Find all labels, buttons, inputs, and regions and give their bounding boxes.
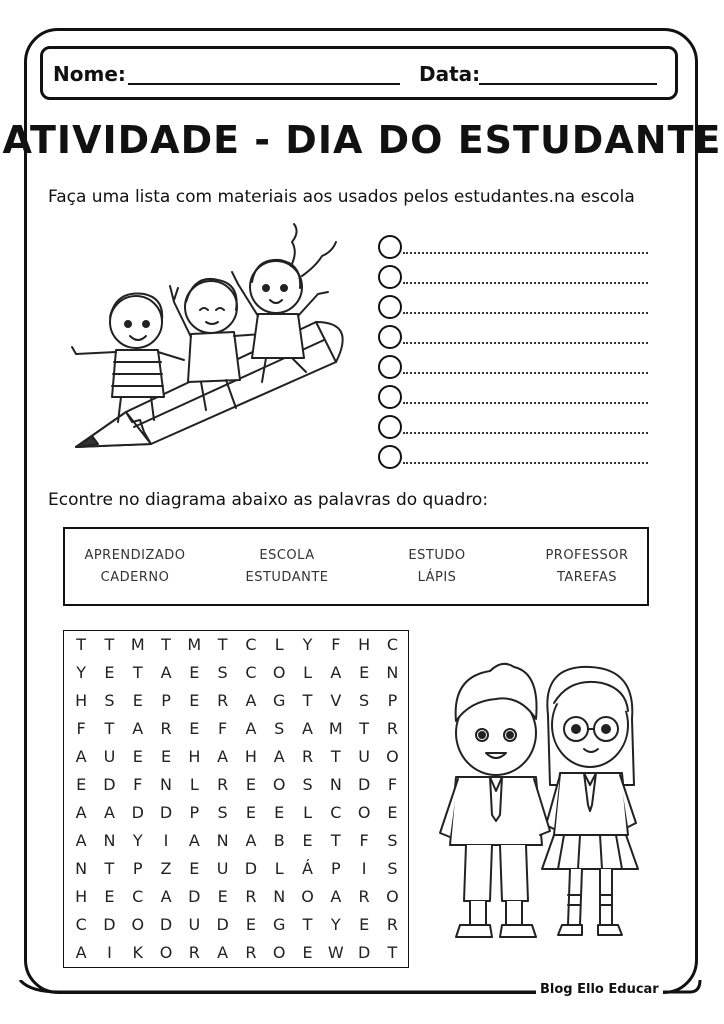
- grid-letter[interactable]: S: [217, 663, 228, 682]
- grid-letter[interactable]: F: [387, 775, 398, 794]
- grid-row: [64, 939, 408, 967]
- grid-letter[interactable]: C: [245, 635, 257, 654]
- list-instruction: Faça uma lista com materiais aos usados pelos estudantes.na escola: [48, 187, 635, 207]
- grid-letter[interactable]: A: [217, 943, 229, 962]
- grid-letter[interactable]: Y: [330, 915, 341, 934]
- grid-letter[interactable]: D: [188, 887, 201, 906]
- grid-letter[interactable]: T: [217, 635, 228, 654]
- grid-letter[interactable]: R: [245, 887, 257, 906]
- grid-letter[interactable]: M: [328, 719, 343, 738]
- grid-letter[interactable]: A: [75, 747, 87, 766]
- grid-letter[interactable]: L: [274, 859, 284, 878]
- grid-letter[interactable]: D: [103, 915, 116, 934]
- grid-letter[interactable]: P: [132, 859, 143, 878]
- grid-letter[interactable]: T: [330, 831, 341, 850]
- grid-row: [64, 827, 408, 855]
- grid-letter[interactable]: T: [302, 691, 313, 710]
- grid-letter[interactable]: E: [189, 859, 200, 878]
- grid-letter[interactable]: F: [133, 775, 143, 794]
- grid-letter[interactable]: F: [218, 719, 228, 738]
- footer-credit: Blog Ello Educar: [536, 982, 663, 997]
- grid-letter[interactable]: T: [104, 859, 115, 878]
- grid-letter[interactable]: O: [272, 775, 286, 794]
- list-item[interactable]: [378, 442, 648, 472]
- grid-letter[interactable]: L: [303, 663, 312, 682]
- grid-letter[interactable]: E: [104, 887, 115, 906]
- word: ESCOLA: [259, 548, 315, 563]
- grid-letter[interactable]: P: [330, 859, 341, 878]
- grid-letter[interactable]: F: [359, 831, 369, 850]
- word: LÁPIS: [417, 570, 457, 585]
- grid-letter[interactable]: U: [188, 915, 201, 934]
- grid-letter[interactable]: H: [75, 691, 88, 710]
- grid-letter[interactable]: T: [104, 635, 115, 654]
- grid-letter[interactable]: M: [187, 635, 202, 654]
- word-column: [517, 545, 657, 589]
- grid-letter[interactable]: B: [273, 831, 285, 850]
- grid-letter[interactable]: E: [76, 775, 87, 794]
- grid-letter[interactable]: A: [217, 747, 229, 766]
- grid-letter[interactable]: S: [274, 719, 285, 738]
- grid-letter[interactable]: N: [273, 887, 286, 906]
- grid-letter[interactable]: T: [330, 747, 341, 766]
- grid-letter[interactable]: H: [244, 747, 257, 766]
- grid-letter[interactable]: T: [302, 915, 313, 934]
- grid-letter[interactable]: S: [387, 859, 398, 878]
- grid-letter[interactable]: L: [189, 775, 199, 794]
- grid-letter[interactable]: A: [75, 803, 87, 822]
- grid-letter[interactable]: E: [160, 747, 172, 766]
- grid-letter[interactable]: C: [132, 887, 144, 906]
- grid-letter[interactable]: F: [76, 719, 86, 738]
- checkbox-circle[interactable]: [378, 295, 402, 319]
- grid-letter[interactable]: T: [132, 663, 143, 682]
- checkbox-circle[interactable]: [378, 265, 402, 289]
- grid-letter[interactable]: D: [357, 775, 371, 794]
- grid-letter[interactable]: E: [189, 691, 200, 710]
- grid-letter[interactable]: R: [160, 719, 172, 738]
- grid-letter[interactable]: E: [132, 747, 143, 766]
- grid-letter[interactable]: C: [75, 915, 87, 934]
- grid-row: [64, 771, 408, 799]
- grid-letter[interactable]: A: [245, 831, 257, 850]
- grid-letter[interactable]: E: [245, 775, 256, 794]
- kids-on-pencil-illustration: [66, 222, 356, 462]
- word: TAREFAS: [556, 570, 617, 585]
- grid-letter[interactable]: W: [327, 943, 344, 962]
- checkbox-circle[interactable]: [378, 415, 402, 439]
- grid-letter[interactable]: D: [244, 859, 258, 878]
- answer-line[interactable]: [403, 342, 648, 344]
- grid-letter[interactable]: E: [245, 803, 256, 822]
- grid-letter[interactable]: T: [76, 635, 87, 654]
- grid-letter[interactable]: R: [301, 747, 314, 766]
- grid-letter[interactable]: O: [386, 887, 399, 906]
- grid-row: [64, 743, 408, 771]
- grid-letter[interactable]: Y: [302, 635, 313, 654]
- grid-letter[interactable]: A: [188, 831, 200, 850]
- word-bank: [63, 527, 649, 606]
- word-column: [65, 545, 205, 589]
- grid-row: [64, 687, 408, 715]
- grid-letter[interactable]: H: [188, 747, 201, 766]
- materials-list: [378, 232, 648, 472]
- answer-line[interactable]: [403, 372, 648, 374]
- answer-line[interactable]: [403, 462, 648, 464]
- grid-letter[interactable]: I: [361, 859, 367, 878]
- grid-letter[interactable]: S: [104, 691, 115, 710]
- word: APRENDIZADO: [84, 548, 186, 563]
- list-item[interactable]: [378, 382, 648, 412]
- grid-letter[interactable]: H: [358, 635, 371, 654]
- grid-letter[interactable]: O: [357, 803, 371, 822]
- grid-letter[interactable]: S: [387, 831, 398, 850]
- grid-row: [64, 659, 408, 687]
- grid-row: [64, 715, 408, 743]
- date-label: Data:: [419, 62, 481, 86]
- grid-letter[interactable]: D: [103, 775, 116, 794]
- grid-letter[interactable]: A: [75, 831, 87, 850]
- grid-letter[interactable]: E: [387, 803, 398, 822]
- grid-letter[interactable]: F: [331, 635, 341, 654]
- grid-letter[interactable]: T: [104, 719, 115, 738]
- grid-letter[interactable]: I: [107, 943, 112, 962]
- grid-letter[interactable]: P: [161, 691, 171, 710]
- grid-letter[interactable]: O: [301, 887, 314, 906]
- grid-letter[interactable]: O: [272, 943, 286, 962]
- grid-letter[interactable]: C: [330, 803, 342, 822]
- grid-letter[interactable]: Y: [132, 831, 143, 850]
- grid-letter[interactable]: R: [358, 887, 370, 906]
- grid-letter[interactable]: G: [273, 915, 286, 934]
- grid-letter[interactable]: R: [386, 915, 398, 934]
- name-label: Nome:: [53, 62, 126, 86]
- word-column: [217, 545, 357, 589]
- grid-letter[interactable]: R: [188, 943, 200, 962]
- grid-letter[interactable]: D: [159, 803, 173, 822]
- answer-line[interactable]: [403, 432, 648, 434]
- grid-row: [64, 799, 408, 827]
- grid-letter[interactable]: E: [359, 915, 370, 934]
- grid-letter[interactable]: A: [273, 747, 285, 766]
- grid-letter[interactable]: A: [160, 663, 172, 682]
- grid-letter[interactable]: T: [387, 943, 398, 962]
- grid-letter[interactable]: T: [359, 719, 369, 738]
- answer-line[interactable]: [403, 402, 648, 404]
- grid-letter[interactable]: Y: [76, 663, 87, 682]
- search-instruction: Econtre no diagrama abaixo as palavras do quadro:: [48, 490, 489, 510]
- grid-letter[interactable]: Á: [302, 859, 313, 878]
- grid-letter[interactable]: D: [357, 943, 371, 962]
- word-column: [367, 545, 507, 589]
- grid-letter[interactable]: N: [386, 663, 399, 682]
- checkbox-circle[interactable]: [378, 325, 402, 349]
- list-item[interactable]: [378, 322, 648, 352]
- grid-letter[interactable]: Z: [160, 859, 172, 878]
- grid-letter[interactable]: R: [245, 943, 257, 962]
- grid-letter[interactable]: R: [386, 719, 398, 738]
- grid-letter[interactable]: D: [216, 915, 229, 934]
- checkbox-circle[interactable]: [378, 355, 402, 379]
- grid-letter[interactable]: O: [131, 915, 145, 934]
- answer-line[interactable]: [403, 312, 648, 314]
- grid-letter[interactable]: P: [189, 803, 200, 822]
- grid-letter[interactable]: H: [75, 887, 88, 906]
- grid-letter[interactable]: M: [130, 635, 145, 654]
- grid-letter[interactable]: A: [103, 803, 115, 822]
- grid-letter[interactable]: K: [132, 943, 143, 962]
- grid-letter[interactable]: V: [330, 691, 342, 710]
- answer-line[interactable]: [403, 252, 648, 254]
- grid-letter[interactable]: A: [160, 887, 172, 906]
- grid-letter[interactable]: E: [104, 663, 115, 682]
- grid-letter[interactable]: E: [245, 915, 256, 934]
- grid-letter[interactable]: A: [245, 691, 257, 710]
- answer-line[interactable]: [403, 282, 648, 284]
- list-item[interactable]: [378, 352, 648, 382]
- grid-letter[interactable]: A: [132, 719, 144, 738]
- grid-letter[interactable]: R: [217, 691, 229, 710]
- grid-letter[interactable]: I: [163, 831, 169, 850]
- word: ESTUDO: [408, 548, 466, 563]
- grid-letter[interactable]: P: [387, 691, 398, 710]
- students-illustration: [430, 655, 650, 950]
- list-item[interactable]: [378, 412, 648, 442]
- grid-letter[interactable]: G: [273, 691, 286, 710]
- checkbox-circle[interactable]: [378, 235, 402, 259]
- grid-letter[interactable]: A: [245, 719, 257, 738]
- page-title: ATIVIDADE - DIA DO ESTUDANTE: [2, 118, 722, 162]
- grid-letter[interactable]: R: [217, 775, 229, 794]
- grid-letter[interactable]: S: [217, 803, 228, 822]
- grid-letter[interactable]: U: [216, 859, 229, 878]
- grid-letter[interactable]: E: [217, 887, 228, 906]
- word: PROFESSOR: [545, 548, 629, 563]
- grid-letter[interactable]: E: [189, 663, 200, 682]
- checkbox-circle[interactable]: [378, 445, 402, 469]
- grid-letter[interactable]: E: [302, 943, 313, 962]
- grid-letter[interactable]: O: [272, 663, 286, 682]
- date-field[interactable]: [479, 83, 657, 85]
- grid-letter[interactable]: N: [75, 859, 88, 878]
- word: CADERNO: [100, 570, 170, 585]
- grid-letter[interactable]: N: [216, 831, 229, 850]
- grid-letter[interactable]: T: [161, 635, 171, 654]
- grid-letter[interactable]: N: [103, 831, 116, 850]
- checkbox-circle[interactable]: [378, 385, 402, 409]
- grid-letter[interactable]: L: [303, 803, 312, 822]
- grid-row: [64, 911, 408, 939]
- grid-letter[interactable]: N: [329, 775, 342, 794]
- grid-letter[interactable]: L: [274, 635, 284, 654]
- word: ESTUDANTE: [245, 570, 329, 585]
- name-field[interactable]: [128, 83, 400, 85]
- grid-letter[interactable]: E: [302, 831, 313, 850]
- list-item[interactable]: [378, 232, 648, 262]
- grid-letter[interactable]: C: [245, 663, 257, 682]
- grid-letter[interactable]: E: [132, 691, 143, 710]
- grid-letter[interactable]: A: [302, 719, 313, 738]
- grid-letter[interactable]: S: [359, 691, 370, 710]
- grid-letter[interactable]: N: [160, 775, 173, 794]
- grid-letter[interactable]: C: [386, 635, 398, 654]
- grid-letter[interactable]: E: [189, 719, 200, 738]
- grid-letter[interactable]: U: [358, 747, 370, 766]
- grid-row: [64, 855, 408, 883]
- grid-letter[interactable]: O: [386, 747, 399, 766]
- word-search-grid[interactable]: [63, 630, 409, 968]
- list-item[interactable]: [378, 292, 648, 322]
- list-item[interactable]: [378, 262, 648, 292]
- grid-letter[interactable]: D: [131, 803, 144, 822]
- grid-letter[interactable]: D: [159, 915, 173, 934]
- grid-letter[interactable]: O: [159, 943, 173, 962]
- grid-letter[interactable]: E: [274, 803, 285, 822]
- grid-letter[interactable]: U: [103, 747, 116, 766]
- grid-letter[interactable]: A: [75, 943, 87, 962]
- grid-letter[interactable]: S: [302, 775, 313, 794]
- grid-letter[interactable]: A: [330, 887, 342, 906]
- grid-letter[interactable]: E: [359, 663, 370, 682]
- header-box: [40, 46, 678, 100]
- grid-row: [64, 631, 408, 659]
- grid-row: [64, 883, 408, 911]
- grid-letter[interactable]: A: [330, 663, 342, 682]
